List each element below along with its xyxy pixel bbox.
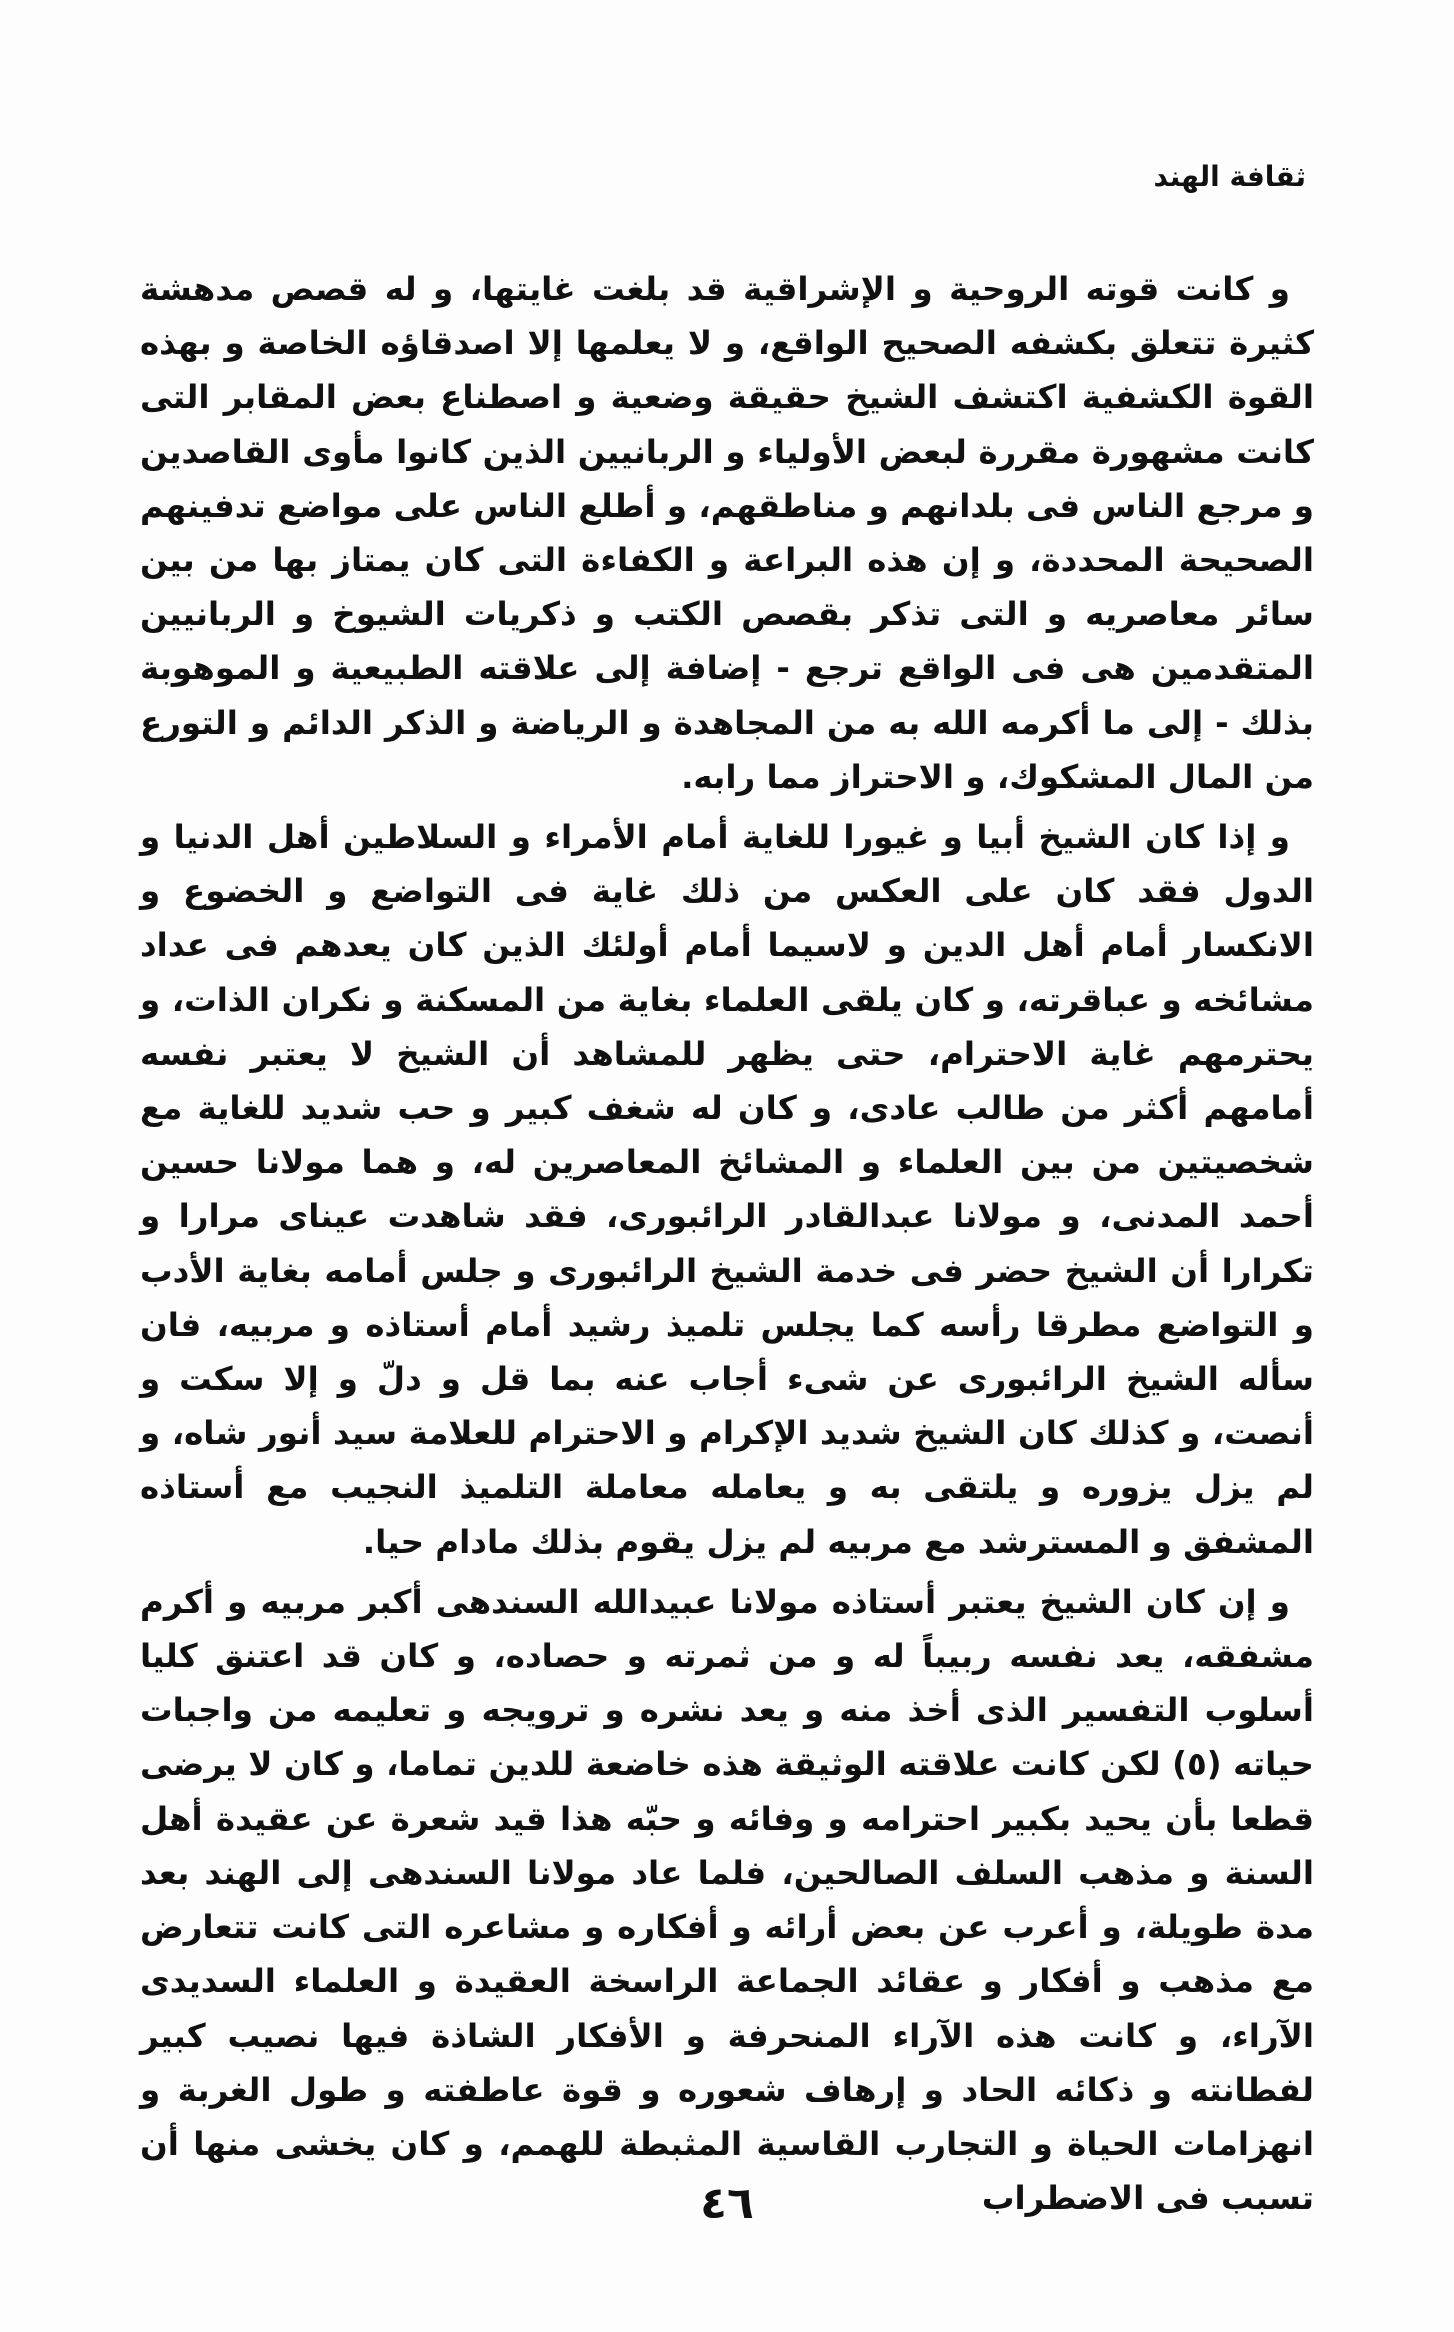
page-number: ٤٦ — [700, 2178, 754, 2229]
paragraph-2: و إذا كان الشيخ أبيا و غيورا للغاية أمام الأمراء و السلاطين أهل الدنيا و الدول فقد كان على العكس من ذلك غاية فى التواضع و الخضوع و الانكسار أمام أهل الدين و لاسيما أمام أولئك الذين كان يعدهم فى عداد مشائخه و عباقرته، و كان يلقى العلماء بغاية من المسكنة و نكران الذات، و يحترمهم غاية الاحترام، حتى يظهر للمشاهد أن الشيخ لا يعتبر نفسه أمامهم أكثر من طالب عادى، و كان له شغف كبير و حب شديد للغاية مع شخصيتين من بين العلماء و المشائخ المعاصرين له، و هما مولانا حسين أحمد المدنى، و مولانا عبدالقادر الرائبورى، فقد شاهدت عيناى مرارا و تكرارا أن الشيخ حضر فى خدمة الشيخ الرائبورى و جلس أمامه بغاية الأدب و التواضع مطرقا رأسه كما يجلس تلميذ رشيد أمام أستاذه و مربيه، فان سأله الشيخ الرائبورى عن شىء أجاب عنه بما قل و دلّ و إلا سكت و أنصت، و كذلك كان الشيخ شديد الإكرام و الاحترام للعلامة سيد أنور شاه، و لم يزل يزوره و يلتقى به و يعامله معاملة التلميذ النجيب مع أستاذه المشفق و المسترشد مع مربيه لم يزل يقوم بذلك مادام حيا. — [140, 818, 1314, 1561]
paragraph-3: و إن كان الشيخ يعتبر أستاذه مولانا عبيدالله السندهى أكبر مربيه و أكرم مشفقه، يعد نفسه ربيباً له و من ثمرته و حصاده، و كان قد اعتنق كليا أسلوب التفسير الذى أخذ منه و يعد نشره و ترويجه و تعليمه من واجبات حياته (٥) لكن كانت علاقته الوثيقة هذه خاضعة للدين تماما، و كان لا يرضى قطعا بأن يحيد بكبير احترامه و وفائه و حبّه هذا قيد شعرة عن عقيدة أهل السنة و مذهب السلف الصالحين، فلما عاد مولانا السندهى إلى الهند بعد مدة طويلة، و أعرب عن بعض أرائه و أفكاره و مشاعره التى كانت تتعارض مع مذهب و أفكار و عقائد الجماعة الراسخة العقيدة و العلماء السديدى الآراء، و كانت هذه الآراء المنحرفة و الأفكار الشاذة فيها نصيب كبير لفطانته و ذكائه الحاد و إرهاف شعوره و قوة عاطفته و طول الغربة و انهزامات الحياة و التجارب القاسية المثبطة للهمم، و كان يخشى منها أن تسبب فى الاضطراب — [140, 1582, 1314, 2218]
paragraph-1: و كانت قوته الروحية و الإشراقية قد بلغت غايتها، و له قصص مدهشة كثيرة تتعلق بكشفه الصحيح الواقع، و لا يعلمها إلا اصدقاؤه الخاصة و بهذه القوة الكشفية اكتشف الشيخ حقيقة وضعية و اصطناع بعض المقابر التى كانت مشهورة مقررة لبعض الأولياء و الربانيين الذين كانوا مأوى القاصدين و مرجع الناس فى بلدانهم و مناطقهم، و أطلع الناس على مواضع تدفينهم الصحيحة المحددة، و إن هذه البراعة و الكفاءة التى كان يمتاز بها من بين سائر معاصريه و التى تذكر بقصص الكتب و ذكريات الشيوخ و الربانيين المتقدمين هى فى الواقع ترجع - إضافة إلى علاقته الطبيعية و الموهوبة بذلك - إلى ما أكرمه الله به من المجاهدة و الرياضة و الذكر الدائم و التورع من المال المشكوك، و الاحتراز مما رابه. — [140, 270, 1314, 796]
running-header-title: ثقافة الهند — [1153, 160, 1306, 193]
body-text — [140, 262, 1314, 2231]
